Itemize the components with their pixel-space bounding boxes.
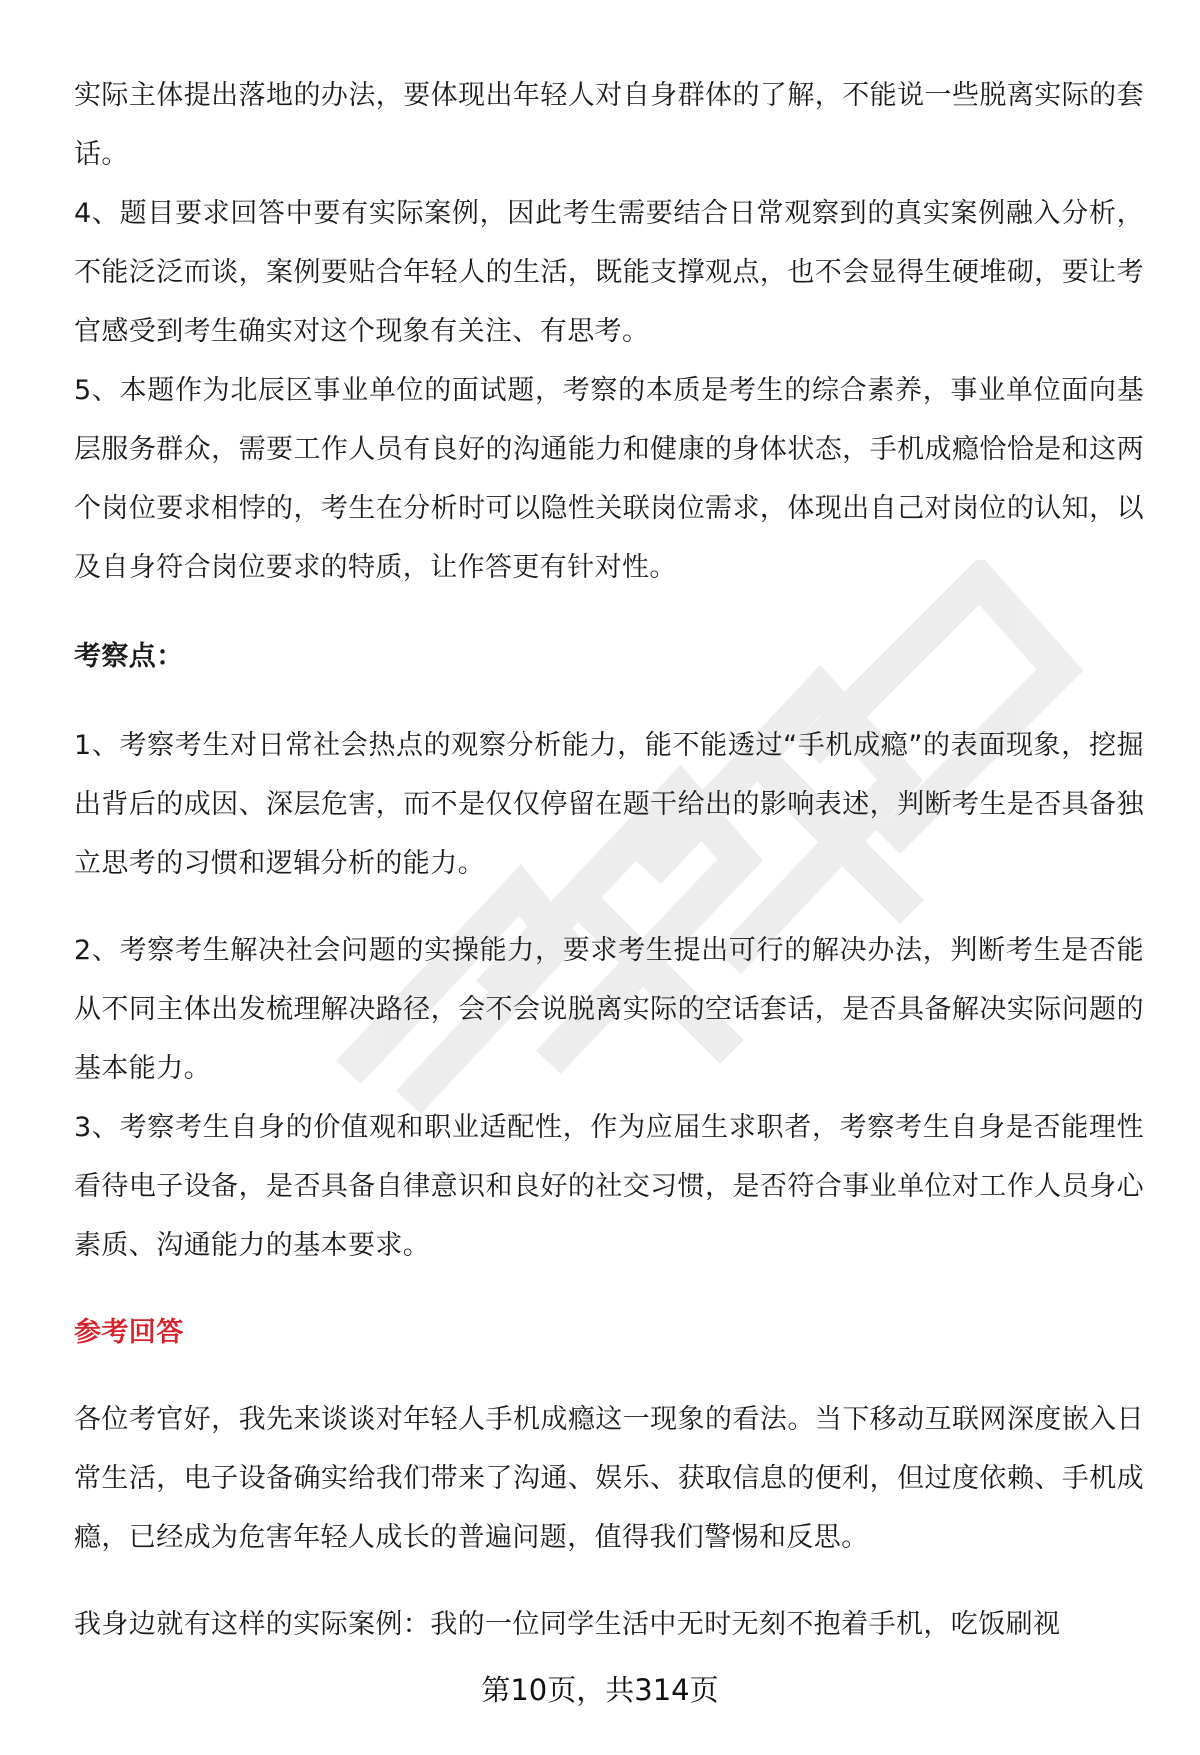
answer-heading: 参考回答 <box>74 1317 184 1348</box>
answer-paragraph-2: 我身边就有这样的实际案例：我的一位同学生活中无时无刻不抱着手机，吃饭刷视 <box>74 1609 1061 1640</box>
spacer <box>74 1567 1144 1595</box>
points-heading: 考察点： <box>74 641 184 672</box>
spacer <box>74 893 1144 921</box>
spacer <box>74 1275 1144 1303</box>
note-item-5: 5、本题作为北辰区事业单位的面试题，考察的本质是考生的综合素养，事业单位面向基层服务群众，需要工作人员有良好的沟通能力和健康的身体状态，手机成瘾恰恰是和这两个岗位要求相悖的，考生在分析时可以隐性关联岗位需求，体现出自己对岗位的认知，以及自身符合岗位要求的特质，让作答更有针对性。 <box>74 375 1144 583</box>
document-page <box>74 66 1144 1654</box>
spacer <box>74 1362 1144 1390</box>
point-item-1: 1、考察考生对日常社会热点的观察分析能力，能不能透过“手机成瘾”的表面现象，挖掘出背后的成因、深层危害，而不是仅仅停留在题干给出的影响表述，判断考生是否具备独立思考的习惯和逻辑分析的能力。 <box>74 730 1144 879</box>
spacer <box>74 686 1144 716</box>
spacer <box>74 597 1144 627</box>
point-item-3: 3、考察考生自身的价值观和职业适配性，作为应届生求职者，考察考生自身是否能理性看待电子设备，是否具备自律意识和良好的社交习惯，是否符合事业单位对工作人员身心素质、沟通能力的基本要求。 <box>74 1112 1144 1261</box>
note-item-4: 4、题目要求回答中要有实际案例，因此考生需要结合日常观察到的真实案例融入分析，不能泛泛而谈，案例要贴合年轻人的生活，既能支撑观点，也不会显得生硬堆砌，要让考官感受到考生确实对这个现象有关注、有思考。 <box>74 198 1144 347</box>
answer-paragraph-1: 各位考官好，我先来谈谈对年轻人手机成瘾这一现象的看法。当下移动互联网深度嵌入日常生活，电子设备确实给我们带来了沟通、娱乐、获取信息的便利，但过度依赖、手机成瘾，已经成为危害年轻人成长的普遍问题，值得我们警惕和反思。 <box>74 1404 1144 1553</box>
intro-paragraph: 实际主体提出落地的办法，要体现出年轻人对自身群体的了解，不能说一些脱离实际的套话。 <box>74 80 1144 170</box>
point-item-2: 2、考察考生解决社会问题的实操能力，要求考生提出可行的解决办法，判断考生是否能从不同主体出发梳理解决路径，会不会说脱离实际的空话套话，是否具备解决实际问题的基本能力。 <box>74 935 1144 1084</box>
page-number: 第10页，共314页 <box>481 1673 719 1707</box>
